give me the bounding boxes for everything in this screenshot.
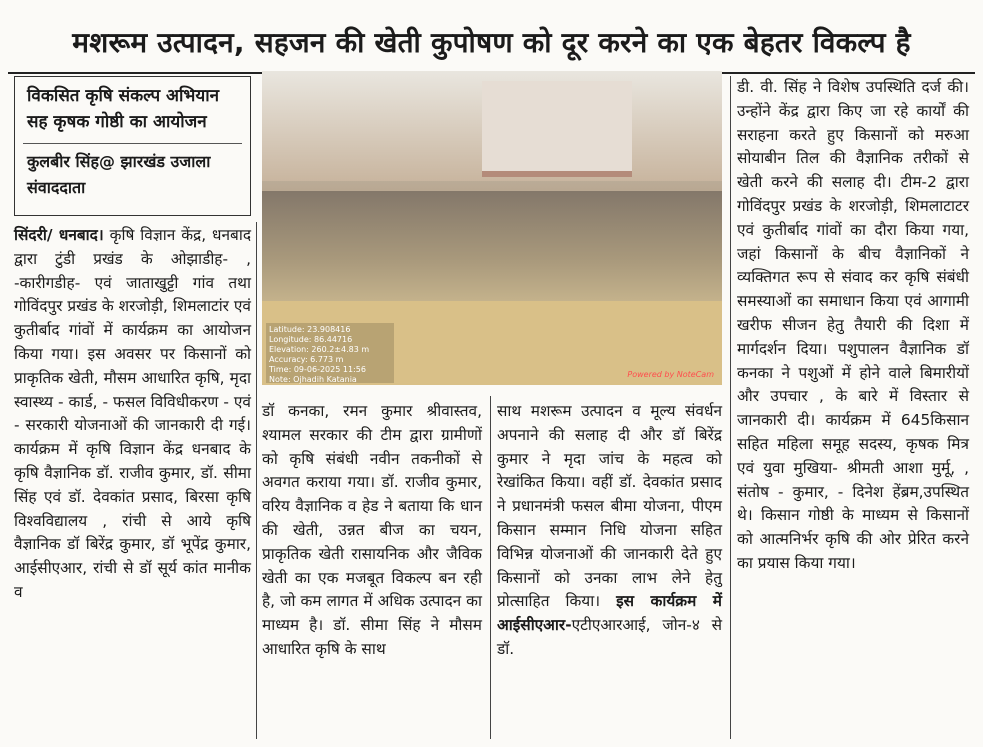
column-rule-1 xyxy=(256,222,257,739)
event-photo xyxy=(262,71,722,385)
column-3-bold: इस कार्यक्रम में आईसीएआर- xyxy=(497,592,722,635)
geotag-accuracy: Accuracy: 6.773 m xyxy=(269,355,344,364)
column-2 xyxy=(262,400,482,740)
geotag-note: Note: Ojhadih Katania xyxy=(269,375,357,384)
stage-structure xyxy=(482,81,632,177)
column-rule-2 xyxy=(490,396,491,739)
dateline: सिंदरी/ धनबाद। xyxy=(14,226,104,244)
byline: कुलबीर सिंह@ झारखंड उजाला संवाददाता xyxy=(27,152,211,197)
geotag-overlay xyxy=(266,323,394,383)
subhead-title: विकसित कृषि संकल्प अभियान सह कृषक गोष्ठी का आयोजन xyxy=(27,86,220,132)
column-4 xyxy=(737,76,969,740)
geotag-longitude: Longitude: 86.44716 xyxy=(269,335,353,344)
column-2-text: डॉ कनका, रमन कुमार श्रीवास्तव, श्यामल सरकार की टीम द्वारा ग्रामीणों को कृषि संबंधी नवीन तकनीकों से अवगत कराया गया। डॉ. राजीव कुमार, वरिय वैज्ञानिक व हेड ने बताया कि धान की खेती, उन्नत बीज का चयन, प्राकृतिक खेती रासायनिक और जैविक खेती का एक मजबूत विकल्प बन रही है, जो कम लागत में अधिक उत्पादन का माध्यम है। डॉ. सीमा सिंह ने मौसम आधारित कृषि के साथ xyxy=(262,402,482,658)
geotag-time: Time: 09-06-2025 11:56 xyxy=(269,365,366,374)
geotag-latitude: Latitude: 23.908416 xyxy=(269,325,351,334)
column-3 xyxy=(497,400,722,740)
subhead-box xyxy=(14,76,251,216)
seated-crowd xyxy=(262,191,722,301)
notecam-watermark: Powered by NoteCam xyxy=(627,370,714,379)
subhead-divider xyxy=(23,143,242,144)
column-4-text: डी. वी. सिंह ने विशेष उपस्थिति दर्ज की। उन्होंने केंद्र द्वारा किए जा रहे कार्यों की सराहना करते हुए किसानों को मरुआ सोयाबीन तिल की वैज्ञानिक तरीकों से खेती करने की सलाह दी। टीम-2 द्वारा गोविंदपुर प्रखंड के शरजोड़ी, शिमलाटाटर एवं कुतीर्बाद गांवों का दौरा किया गया, जहां किसानों के बीच वैज्ञानिकों ने व्यक्तिगत रूप से संवाद कर कृषि संबंधी समस्याओं का समाधान किया एवं आगामी खरीफ सीजन हेतु तैयारी की दिशा में मार्गदर्शन दिया। पशुपालन वैज्ञानिक डॉ कनका ने पशुओं में होने वाले बिमारीयों और उपचार , के बारे में विस्तार से जानकारी दी। कार्यक्रम में 645किसान सहित महिला समूह सदस्य, कृषक मित्र एवं युवा मुखिया- श्रीमती आशा मुर्मू, , संतोष - कुमार, - दिनेश हेंब्रम,उपस्थित थे। किसान गोष्ठी के माध्यम से किसानों को आत्मनिर्भर कृषि की ओर प्रेरित करने का प्रयास किया गया। xyxy=(737,78,969,572)
column-3-text: साथ मशरूम उत्पादन व मूल्य संवर्धन अपनाने की सलाह दी और डॉ बिरेंद्र कुमार ने मृदा जांच के महत्व को रेखांकित किया। वहीं डॉ. देवकांत प्रसाद ने प्रधानमंत्री फसल बीमा योजना, पीएम किसान सम्मान निधि योजना सहित विभिन्न योजनाओं की जानकारी देते हुए किसानों को उनका लाभ लेने हेतु प्रोत्साहित किया। xyxy=(497,402,722,611)
column-1-text: कृषि विज्ञान केंद्र, धनबाद द्वारा टुंडी प्रखंड के ओझाडीह- , -कारीगडीह- एवं जाताखुट्टी गांव तथा गोविंदपुर प्रखंड के शरजोड़ी, शिमलाटांर एवं कुतीर्बाद गांवों में कार्यक्रम का आयोजन किया गया। इस अवसर पर किसानों को प्राकृतिक खेती, मौसम आधारित कृषि, मृदा स्वास्थ्य - कार्ड, - फसल विविधीकरण - एवं - सरकारी योजनाओं की जानकारी दी गई। कार्यक्रम में कृषि विज्ञान केंद्र धनबाद के कृषि वैज्ञानिक डॉ. राजीव कुमार, डॉ. सीमा सिंह एवं डॉ. देवकांत प्रसाद, बिरसा कृषि विश्वविद्यालय , रांची से आये कृषि वैज्ञानिक डॉ बिरेंद्र कुमार, डॉ भूपेंद्र कुमार, आईसीएआर, रांची से डॉ सूर्य कांत मानीक व xyxy=(14,226,251,601)
column-rule-3 xyxy=(730,76,731,739)
column-1 xyxy=(14,224,251,739)
headline: मशरूम उत्पादन, सहजन की खेती कुपोषण को दूर करने का एक बेहतर विकल्प है xyxy=(72,26,911,59)
column-3-text-tail: एटीएआरआई, जोन-४ से डॉ. xyxy=(497,616,722,658)
geotag-elevation: Elevation: 260.2±4.83 m xyxy=(269,345,370,354)
